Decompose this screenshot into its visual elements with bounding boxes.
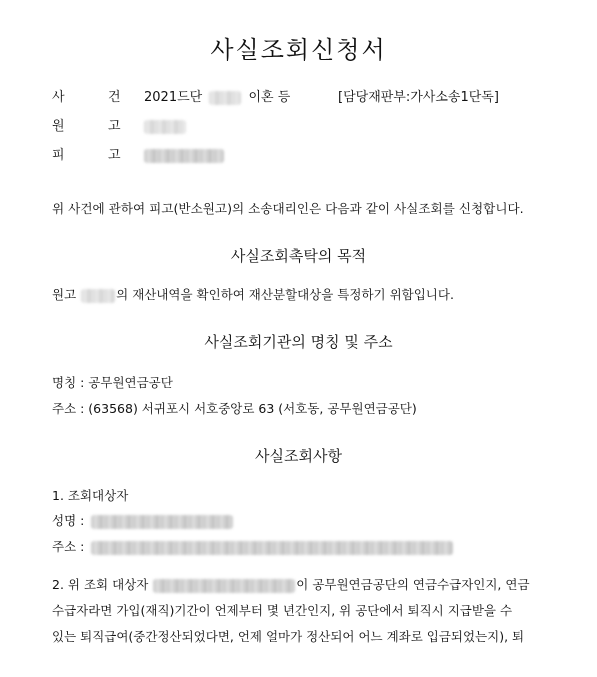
defendant-label-a: 피 — [52, 148, 65, 163]
document-title: 사실조회신청서 — [210, 36, 387, 64]
purpose-paragraph — [52, 287, 454, 303]
redacted-subject-address — [91, 541, 453, 555]
inquiry-subject-address-row — [52, 539, 453, 555]
redacted-plaintiff-name — [144, 120, 186, 134]
plaintiff-label-b: 고 — [108, 119, 121, 134]
case-label-b: 건 — [108, 90, 121, 105]
case-prefix: 2021드단 — [144, 90, 203, 105]
defendant-name — [144, 148, 224, 164]
inquiry-item2-line1 — [52, 577, 530, 593]
defendant-label-b: 고 — [108, 148, 121, 163]
plaintiff-label-a: 원 — [52, 119, 65, 134]
redacted-subject-name — [91, 515, 233, 529]
institution-heading: 사실조회기관의 명칭 및 주소 — [204, 333, 393, 351]
plaintiff-name — [144, 119, 186, 135]
redacted-subject-ref — [153, 579, 295, 593]
redacted-plaintiff-ref — [81, 289, 115, 303]
inquiry-item2-line3: 있는 퇴직급여(중간정산되었다면, 언제 얼마가 정산되어 어느 계좌로 입금되었는지), 퇴 — [52, 629, 525, 644]
institution-address: 주소 : (63568) 서귀포시 서호중앙로 63 (서호동, 공무원연금공단) — [52, 401, 417, 416]
inquiry-subject-name-row — [52, 513, 233, 529]
court-division: [담당재판부:가사소송1단독] — [338, 90, 499, 105]
case-number — [144, 90, 290, 106]
inquiry-item1-title: 1. 조회대상자 — [52, 488, 129, 503]
inquiry-item2-line2: 수급자라면 가입(재직)기간이 언제부터 몇 년간인지, 위 공단에서 퇴직시 지급받을 수 — [52, 603, 513, 618]
purpose-prefix: 원고 — [52, 287, 77, 302]
purpose-heading: 사실조회촉탁의 목적 — [230, 247, 367, 265]
item2-prefix: 2. 위 조회 대상자 — [52, 577, 149, 592]
redacted-defendant-name — [144, 149, 224, 163]
subject-name-label: 성명 : — [52, 513, 85, 528]
institution-name: 명칭 : 공무원연금공단 — [52, 375, 173, 390]
case-suffix: 이혼 등 — [248, 90, 291, 105]
case-label-a: 사 — [52, 90, 65, 105]
redacted-case-number — [209, 91, 241, 105]
subject-address-label: 주소 : — [52, 539, 85, 554]
inquiry-heading: 사실조회사항 — [255, 447, 342, 465]
purpose-text: 의 재산내역을 확인하여 재산분할대상을 특정하기 위함입니다. — [116, 287, 454, 302]
item2-line1-rest: 이 공무원연금공단의 연금수급자인지, 연금 — [296, 577, 530, 592]
intro-paragraph: 위 사건에 관하여 피고(반소원고)의 소송대리인은 다음과 같이 사실조회를 신청합니다. — [52, 201, 524, 216]
